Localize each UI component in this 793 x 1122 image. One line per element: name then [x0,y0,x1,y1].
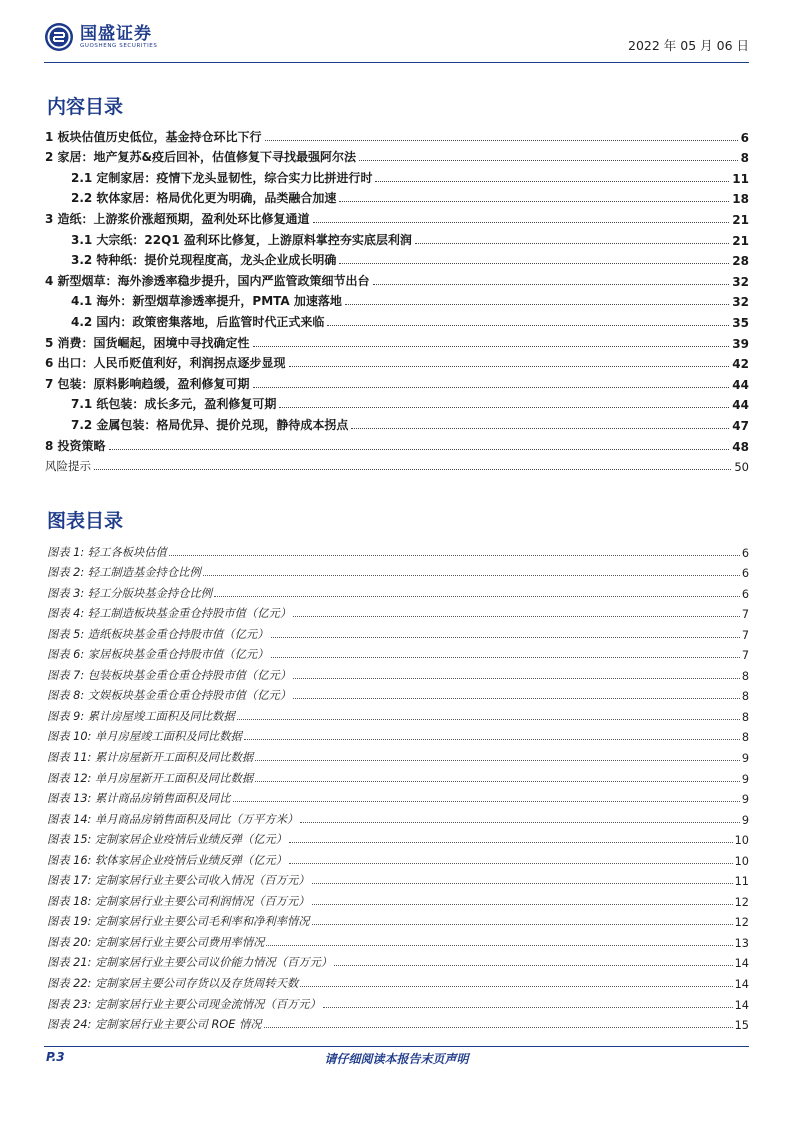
toc-entry[interactable] [45,124,749,145]
dot-leader [313,222,730,223]
figure-entry-page: 9 [741,752,749,766]
toc-entry-page: 44 [732,398,749,413]
dot-leader [345,304,729,305]
figure-entry-title: 图表 8: 文娱板块基金重仓重仓持股市值（亿元） [47,689,292,703]
figure-entry-title: 图表 13: 累计商品房销售面积及同比 [47,792,231,806]
figure-entry-title: 图表 1: 轻工各板块估值 [47,545,167,559]
figure-entry-title: 图表 19: 定制家居行业主要公司毛利率和净利率情况 [47,915,310,929]
toc-entry[interactable] [45,351,749,372]
dot-leader [289,366,730,367]
toc-entry-title: 3.1 大宗纸：22Q1 盈利环比修复，上游原料掌控夯实底层利润 [71,232,412,247]
page-number: P.3 [46,1050,65,1064]
toc-entry[interactable] [45,248,749,269]
figure-entry-page: 10 [734,834,749,848]
toc-entry[interactable] [45,186,749,207]
dot-leader [289,863,733,864]
toc-entry-title: 7.2 金属包装：格局优异、提价兑现，静待成本拐点 [71,417,349,432]
dot-leader [293,678,740,679]
figure-entry-page: 12 [734,916,749,930]
dot-leader [375,181,729,182]
figure-entry-title: 图表 7: 包装板块基金重仓重仓持股市值（亿元） [47,668,292,682]
toc-entry[interactable] [45,165,749,186]
figure-entry-title: 图表 21: 定制家居行业主要公司议价能力情况（百万元） [47,956,333,970]
footer-divider [44,1046,749,1047]
figure-entry-page: 12 [734,895,749,909]
figure-entry[interactable] [47,970,749,991]
toc-entry-page: 11 [732,171,749,186]
toc-entry-title: 6 出口：人民币贬值利好，利润拐点逐步显现 [45,356,286,371]
figure-entry-page: 15 [734,1019,749,1033]
toc-entry[interactable] [45,454,749,475]
figure-entry-title: 图表 17: 定制家居行业主要公司收入情况（百万元） [47,874,310,888]
figure-entry-title: 图表 11: 累计房屋新开工面积及同比数据 [47,751,254,765]
toc-entry-title: 3.2 特种纸：提价兑现程度高，龙头企业成长明确 [71,253,337,268]
figure-entry-page: 6 [741,546,749,560]
toc-entry-title: 4.1 海外：新型烟草渗透率提升，PMTA 加速落地 [71,294,342,309]
toc-entry-page: 44 [732,377,749,392]
figure-entry-page: 13 [734,936,749,950]
dot-leader [255,760,740,761]
logo-chinese-name: 国盛证券 [80,23,152,44]
figure-entry-page: 11 [734,875,749,889]
figure-entry-page: 14 [734,978,749,992]
figure-entry-title: 图表 4: 轻工制造板块基金重仓持股市值（亿元） [47,607,292,621]
page-header [44,22,749,64]
dot-leader [94,469,731,470]
dot-leader [255,781,740,782]
toc-entry-title: 4 新型烟草：海外渗透率稳步提升，国内严监管政策细节出台 [45,273,370,288]
toc-entry-title: 风险提示 [45,459,91,474]
figure-entry-title: 图表 20: 定制家居行业主要公司费用率情况 [47,935,265,949]
toc-entry-page: 50 [734,460,749,475]
toc-entry-title: 7.1 纸包装：成长多元，盈利修复可期 [71,397,277,412]
figure-entry[interactable] [47,621,749,642]
figure-entry-page: 8 [741,669,749,683]
figure-entry[interactable] [47,662,749,683]
figure-entry-title: 图表 18: 定制家居行业主要公司利润情况（百万元） [47,894,310,908]
dot-leader [293,616,740,617]
figure-entry[interactable] [47,806,749,827]
toc-entry[interactable] [45,392,749,413]
dot-leader [233,801,740,802]
toc-entry-title: 4.2 国内：政策密集落地，后监管时代正式来临 [71,314,325,329]
figure-entry-page: 7 [741,649,749,663]
disclaimer-note: 请仔细阅读本报告末页声明 [324,1052,469,1066]
figure-entry-page: 9 [741,793,749,807]
figure-entry-title: 图表 24: 定制家居行业主要公司 ROE 情况 [47,1018,262,1032]
dot-leader [253,387,730,388]
figure-entry[interactable] [47,744,749,765]
dot-leader [214,596,740,597]
toc-entry[interactable] [45,268,749,289]
dot-leader [264,1027,733,1028]
figure-entry[interactable] [47,703,749,724]
toc-entry-page: 39 [732,336,749,351]
toc-entry-title: 1 板块估值历史低位，基金持仓环比下行 [45,129,262,144]
figure-entry-page: 10 [734,854,749,868]
dot-leader [271,657,740,658]
dot-leader [237,719,740,720]
logo-english-name: GUOSHENG SECURITIES [80,42,158,49]
figure-entry[interactable] [47,765,749,786]
figures-title: 图表目录 [47,510,124,532]
toc-entry-page: 32 [732,295,749,310]
figure-entry-title: 图表 22: 定制家居主要公司存货以及存货周转天数 [47,977,299,991]
dot-leader [109,449,730,450]
dot-leader [293,698,740,699]
figure-entry[interactable] [47,724,749,745]
dot-leader [244,739,740,740]
toc-entry[interactable] [45,309,749,330]
toc-entry-page: 32 [732,274,749,289]
dot-leader [279,407,729,408]
figure-entry[interactable] [47,847,749,868]
figure-entry-page: 14 [734,957,749,971]
figure-entry-title: 图表 9: 累计房屋竣工面积及同比数据 [47,709,235,723]
figure-entry-title: 图表 16: 软体家居企业疫情后业绩反弹（亿元） [47,853,288,867]
dot-leader [300,986,732,987]
toc-entry-page: 47 [732,418,749,433]
figure-entry-title: 图表 23: 定制家居行业主要公司现金流情况（百万元） [47,997,321,1011]
toc-entry-page: 42 [732,357,749,372]
figure-entry[interactable] [47,888,749,909]
figure-entry[interactable] [47,642,749,663]
figure-entry[interactable] [47,868,749,889]
dot-leader [312,924,733,925]
toc-entry-page: 21 [732,233,749,248]
toc-entry-title: 2.2 软体家居：格局优化更为明确，品类融合加速 [71,191,337,206]
dot-leader [359,160,738,161]
toc-entry-page: 8 [740,151,749,166]
toc-entry[interactable] [45,371,749,392]
toc-entry-title: 5 消费：国货崛起，困境中寻找确定性 [45,335,250,350]
figure-entry[interactable] [47,950,749,971]
toc-entry-page: 21 [732,212,749,227]
dot-leader [415,243,729,244]
figure-entry-page: 14 [734,998,749,1012]
dot-leader [312,904,733,905]
header-divider [44,62,749,63]
figure-entry-title: 图表 10: 单月房屋竣工面积及同比数据 [47,730,242,744]
dot-leader [351,428,729,429]
figure-entry-title: 图表 15: 定制家居企业疫情后业绩反弹（亿元） [47,833,288,847]
toc-entry-title: 7 包装：原料影响趋缓，盈利修复可期 [45,376,250,391]
dot-leader [312,883,733,884]
toc-entry-title: 8 投资策略 [45,438,106,453]
figure-entry-page: 8 [741,690,749,704]
figure-entry-page: 9 [741,772,749,786]
figure-entry[interactable] [47,786,749,807]
figure-entry-page: 7 [741,608,749,622]
figure-entry[interactable] [47,601,749,622]
figure-entry-page: 8 [741,731,749,745]
figure-entry-title: 图表 6: 家居板块基金重仓持股市值（亿元） [47,648,269,662]
toc-entry-title: 3 造纸：上游浆价涨超预期，盈利处环比修复通道 [45,211,310,226]
figure-entry[interactable] [47,580,749,601]
figure-entry-page: 9 [741,813,749,827]
toc-entry-page: 18 [732,192,749,207]
dot-leader [169,555,740,556]
figure-entry-title: 图表 14: 单月商品房销售面积及同比（万平方米） [47,812,299,826]
dot-leader [323,1007,733,1008]
figure-entry-page: 6 [741,567,749,581]
dot-leader [300,822,740,823]
contents-title: 内容目录 [47,96,124,118]
toc-entry[interactable] [45,433,749,454]
toc-entry[interactable] [45,412,749,433]
dot-leader [327,325,729,326]
figure-entry-page: 7 [741,628,749,642]
figure-entry[interactable] [47,991,749,1012]
figure-entry-page: 6 [741,587,749,601]
figure-entry[interactable] [47,560,749,581]
toc-entry-title: 2 家居：地产复苏&疫后回补，估值修复下寻找最强阿尔法 [45,150,356,165]
table-of-contents [45,124,749,474]
figure-entry[interactable] [47,1012,749,1033]
toc-entry-title: 2.1 定制家居：疫情下龙头显韧性，综合实力比拼进行时 [71,170,373,185]
dot-leader [265,140,738,141]
figure-entry[interactable] [47,539,749,560]
guosheng-logo-icon [44,22,74,52]
figure-entry[interactable] [47,929,749,950]
toc-entry-page: 48 [732,439,749,454]
dot-leader [334,965,732,966]
toc-entry-page: 28 [732,254,749,269]
dot-leader [339,201,729,202]
dot-leader [203,575,740,576]
dot-leader [373,284,730,285]
toc-entry[interactable] [45,145,749,166]
figure-entry-title: 图表 5: 造纸板块基金重仓持股市值（亿元） [47,627,269,641]
report-date: 2022 年 05 月 06 日 [628,38,749,53]
figure-entry-page: 8 [741,710,749,724]
toc-entry[interactable] [45,227,749,248]
dot-leader [253,346,730,347]
dot-leader [266,945,732,946]
toc-entry[interactable] [45,330,749,351]
toc-entry[interactable] [45,289,749,310]
company-logo [44,22,157,52]
dot-leader [289,842,733,843]
dot-leader [271,637,740,638]
figure-entry-title: 图表 2: 轻工制造基金持仓比例 [47,566,201,580]
toc-entry[interactable] [45,206,749,227]
dot-leader [339,263,729,264]
list-of-figures [47,539,749,1032]
figure-entry[interactable] [47,909,749,930]
toc-entry-page: 35 [732,315,749,330]
figure-entry-title: 图表 3: 轻工分版块基金持仓比例 [47,586,213,600]
figure-entry-title: 图表 12: 单月房屋新开工面积及同比数据 [47,771,254,785]
toc-entry-page: 6 [740,130,749,145]
figure-entry[interactable] [47,827,749,848]
figure-entry[interactable] [47,683,749,704]
